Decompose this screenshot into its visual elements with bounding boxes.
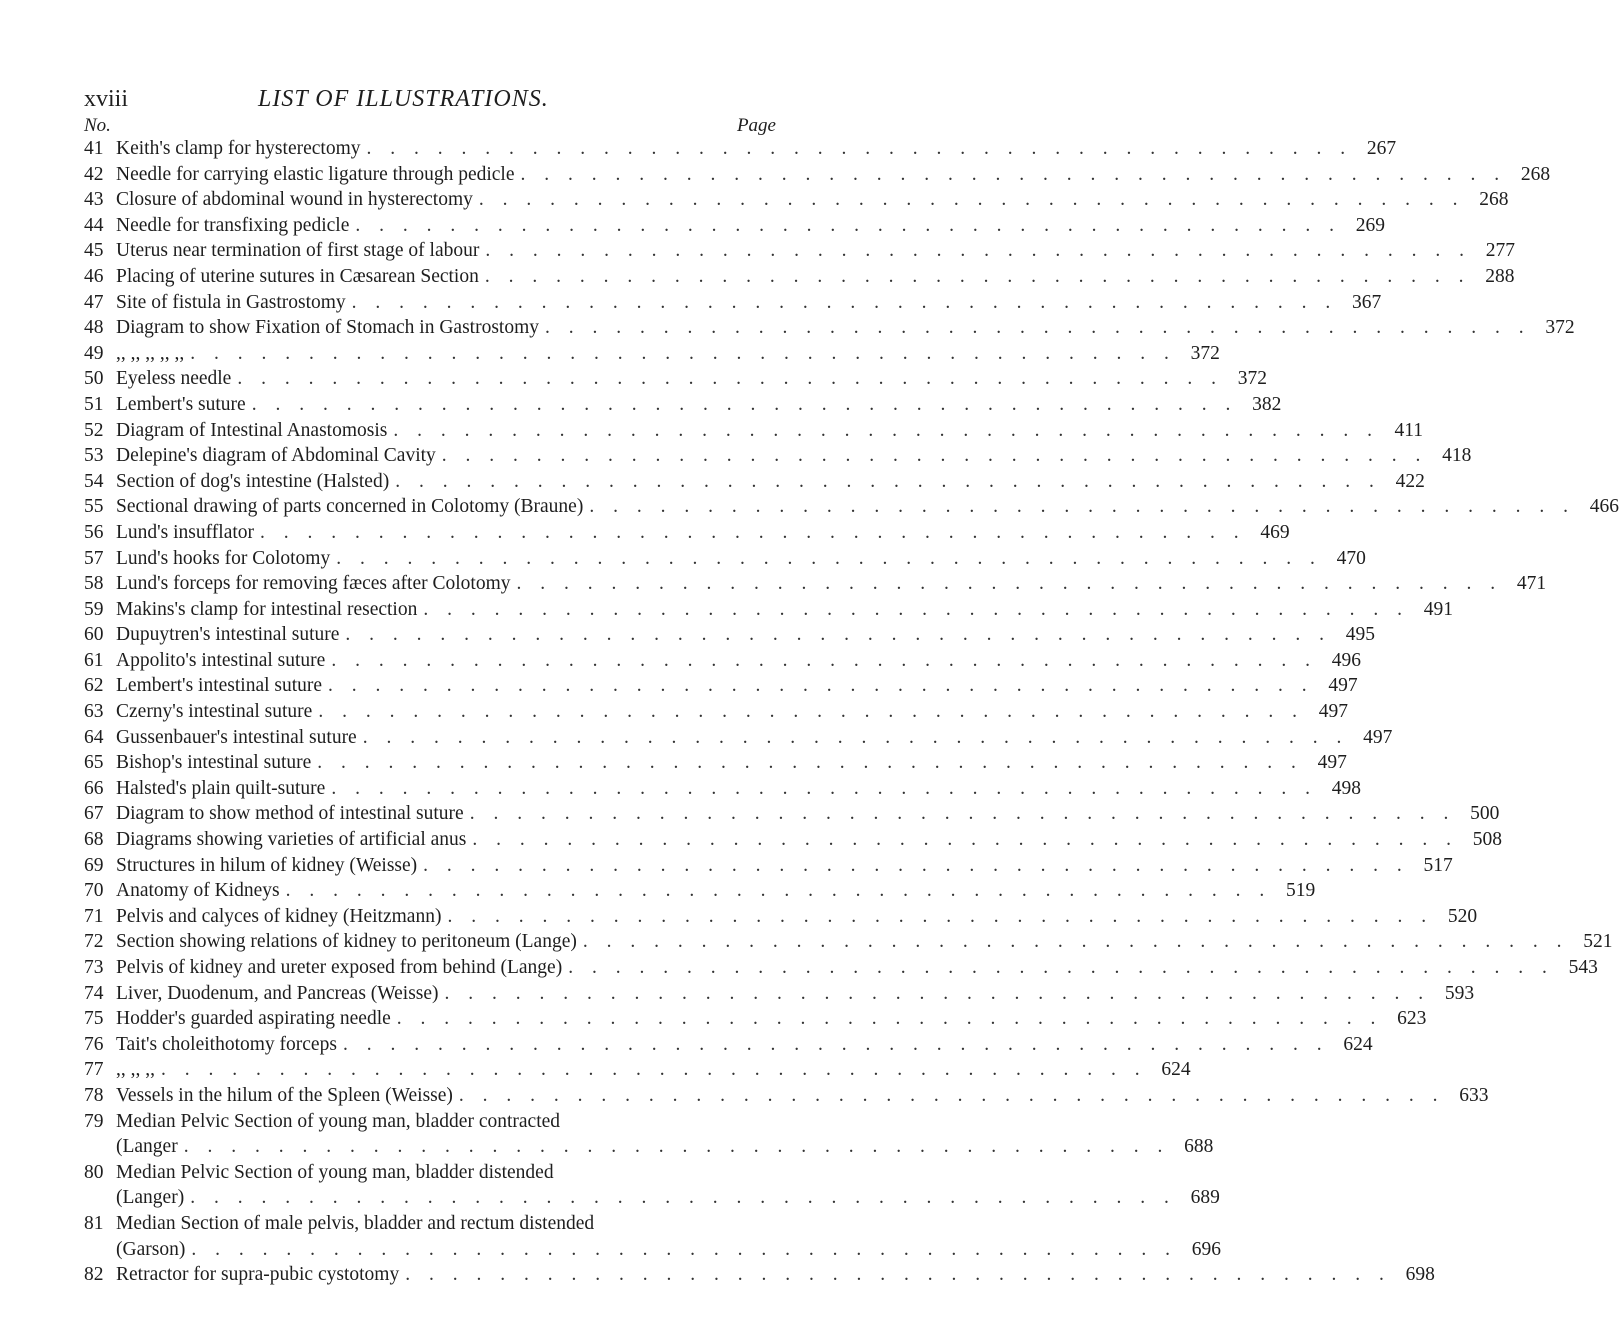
list-item [84,163,1551,190]
entry-page: 623 [1397,1008,1427,1030]
leader-dots: . . . . . . . . . . . . . . . . . . . . . . . . . . . . . . . . . . . . . . . . . . [582,931,1569,953]
list-item [84,649,1361,676]
entry-title: Keith's clamp for hysterectomy [116,138,361,159]
list-item [84,701,1348,727]
entry-number: 65 [84,752,104,774]
leader-dots: . . . . . . . . . . . . . . . . . . . . . . . . . . . . . . . . . . . . . . . . . . [336,547,1322,569]
leader-dots: . . . . . . . . . . . . . . . . . . . . . . . . . . . . . . . . . . . . . . . . . . [405,1264,1391,1286]
entry-page: 497 [1328,675,1358,697]
leader-dots: . . . . . . . . . . . . . . . . . . . . . . . . . . . . . . . . . . . . . . . . . . [366,138,1353,159]
list-item-continuation [84,1238,1221,1265]
entry-number: 44 [84,214,104,236]
list-item [84,189,1509,215]
entry-number: 42 [84,163,104,185]
entry-number: 63 [84,701,104,723]
entry-title: Halsted's plain quilt-suture [116,777,326,799]
entry-number: 47 [84,291,104,313]
entry-number: 82 [84,1264,104,1286]
entry-number: 58 [84,573,104,595]
column-header-page: Page [736,115,776,136]
entry-title: Hodder's guarded aspirating needle [116,1008,391,1030]
entry-page: 633 [1459,1084,1489,1106]
leader-dots: . . . . . . . . . . . . . . . . . . . . . . . . . . . . . . . . . . . . . . . . . . [516,573,1503,595]
list-item [84,419,1423,446]
entry-page: 689 [1190,1187,1220,1209]
entry-number: 60 [84,624,104,646]
entry-title: Czerny's intestinal suture [116,701,313,723]
list-item [84,777,1361,804]
entry-page: 498 [1331,777,1361,799]
entry-number: 66 [84,777,104,799]
entry-page: 497 [1317,752,1347,774]
leader-dots: . . . . . . . . . . . . . . . . . . . . . . . . . . . . . . . . . . . . . . . . . . [458,1084,1445,1106]
entry-title-continuation: (Garson) [116,1238,186,1260]
entry-page: 698 [1405,1264,1435,1286]
entry-page: 696 [1191,1238,1221,1260]
entry-page: 624 [1161,1059,1191,1081]
entry-page: 688 [1184,1136,1214,1158]
list-item [84,829,1502,855]
entry-title: Lembert's intestinal suture [116,675,323,697]
leader-dots: . . . . . . . . . . . . . . . . . . . . . . . . . . . . . . . . . . . . . . . . . . [190,342,1176,364]
entry-title: Liver, Duodenum, and Pancreas (Weisse) [116,982,439,1004]
entry-title: Lund's hooks for Colotomy [116,547,331,569]
entry-page: 268 [1520,163,1551,185]
list-item [84,342,1220,369]
leader-dots: . . . . . . . . . . . . . . . . . . . . . . . . . . . . . . . . . . . . . . . . . . [183,1136,1170,1158]
list-item [84,1264,1435,1290]
entry-page: 372 [1190,342,1220,364]
list-item [84,624,1376,650]
entry-title: Uterus near termination of first stage of labour [116,240,480,262]
entry-page: 269 [1355,214,1385,236]
leader-dots: . . . . . . . . . . . . . . . . . . . . . . . . . . . . . . . . . . . . . . . . . . [331,649,1317,671]
leader-dots: . . . . . . . . . . . . . . . . . . . . . . . . . . . . . . . . . . . . . . . . . . [190,1187,1176,1209]
leader-dots: . . . . . . . . . . . . . . . . . . . . . . . . . . . . . . . . . . . . . . . . . . [260,521,1246,543]
entry-number: 75 [84,1008,104,1030]
entry-number: 69 [84,854,104,876]
entry-page: 422 [1395,470,1425,492]
list-item [84,317,1575,343]
entry-title: Gussenbauer's intestinal suture [116,726,357,748]
leader-dots: . . . . . . . . . . . . . . . . . . . . . . . . . . . . . . . . . . . . . . . . . . [472,829,1458,851]
leader-dots: . . . . . . . . . . . . . . . . . . . . . . . . . . . . . . . . . . . . . . . . . . [545,317,1531,339]
entry-number: 68 [84,829,104,851]
leader-dots: . . . . . . . . . . . . . . . . . . . . . . . . . . . . . . . . . . . . . . . . . . [568,957,1554,978]
leader-dots: . . . . . . . . . . . . . . . . . . . . . . . . . . . . . . . . . . . . . . . . . . [318,701,1304,723]
entry-page: 624 [1343,1033,1373,1055]
entry-title: Lund's insufflator [116,521,255,543]
entry-page: 508 [1472,829,1502,851]
leader-dots: . . . . . . . . . . . . . . . . . . . . . . . . . . . . . . . . . . . . . . . . . . [161,1059,1147,1081]
entry-number: 50 [84,368,104,390]
list-item [84,598,1453,625]
list-item [84,291,1382,318]
list-item [84,1008,1427,1034]
entry-page: 593 [1444,982,1475,1004]
list-item [84,445,1472,471]
entry-title: Anatomy of Kidneys [116,880,280,902]
leader-dots: . . . . . . . . . . . . . . . . . . . . . . . . . . . . . . . . . . . . . . . . . . [237,368,1223,390]
list-item [84,803,1500,829]
list-item [84,470,1425,497]
entry-title: Appolito's intestinal suture [116,649,326,671]
entry-number: 45 [84,240,104,262]
entry-number: 81 [84,1212,104,1234]
leader-dots: . . . . . . . . . . . . . . . . . . . . . . . . . . . . . . . . . . . . . . . . . . [520,163,1507,185]
leader-dots: . . . . . . . . . . . . . . . . . . . . . . . . . . . . . . . . . . . . . . . . . . [396,1008,1383,1030]
entry-number: 52 [84,419,104,441]
leader-dots: . . . . . . . . . . . . . . . . . . . . . . . . . . . . . . . . . . . . . . . . . . [485,240,1471,262]
entry-title: ,, ,, ,, ,, ,, [116,342,185,364]
entry-page: 372 [1545,317,1575,339]
leader-dots: . . . . . . . . . . . . . . . . . . . . . . . . . . . . . . . . . . . . . . . . . . [362,726,1349,748]
leader-dots: . . . . . . . . . . . . . . . . . . . . . . . . . . . . . . . . . . . . . . . . . . [251,393,1238,415]
leader-dots: . . . . . . . . . . . . . . . . . . . . . . . . . . . . . . . . . . . . . . . . . . [285,880,1272,902]
leader-dots: . . . . . . . . . . . . . . . . . . . . . . . . . . . . . . . . . . . . . . . . . . [328,675,1314,697]
entry-number: 51 [84,393,104,415]
list-item [84,675,1358,701]
entry-number: 76 [84,1033,104,1055]
entry-title: Section showing relations of kidney to peritoneum (Lange) [116,931,577,953]
entry-number: 74 [84,982,104,1004]
list-item [84,752,1347,778]
entry-title: Median Section of male pelvis, bladder and rectum distended [116,1212,595,1234]
entry-number: 49 [84,342,104,364]
entry-title: Diagram to show Fixation of Stomach in Gastrostomy [116,317,540,339]
list-item [84,1111,776,1137]
entry-title: Tait's choleithotomy forceps [116,1033,337,1055]
entry-page: 267 [1366,138,1397,159]
entry-number: 80 [84,1161,104,1183]
entry-title: Dupuytren's intestinal suture [116,624,340,646]
entry-page: 418 [1442,445,1472,467]
leader-dots: . . . . . . . . . . . . . . . . . . . . . . . . . . . . . . . . . . . . . . . . . . [444,982,1431,1004]
entry-page: 466 [1589,496,1619,518]
list-item-continuation [84,1136,1214,1162]
entry-number: 57 [84,547,104,569]
list-item [84,1213,776,1239]
page-title: LIST OF ILLUSTRATIONS. [258,86,549,112]
entry-title: Diagrams showing varieties of artificial anus [116,829,467,851]
entry-title: Pelvis and calyces of kidney (Heitzmann) [116,905,442,927]
entry-title: Closure of abdominal wound in hysterectomy [116,189,473,211]
leader-dots: . . . . . . . . . . . . . . . . . . . . . . . . . . . . . . . . . . . . . . . . . . [469,803,1456,825]
entry-number: 61 [84,649,104,671]
entry-number: 73 [84,957,104,978]
entry-title: Lembert's suture [116,393,246,415]
entry-number: 67 [84,803,104,825]
list-item [84,240,1515,266]
entry-page: 543 [1568,957,1598,978]
leader-dots: . . . . . . . . . . . . . . . . . . . . . . . . . . . . . . . . . . . . . . . . . . [478,189,1465,211]
page-header [84,86,774,118]
entry-title-continuation: (Langer [116,1136,178,1158]
entry-number: 56 [84,521,104,543]
entry-number: 54 [84,470,104,492]
entry-title: Placing of uterine sutures in Cæsarean Section [116,265,479,287]
entry-title: Median Pelvic Section of young man, bladder contracted [116,1110,561,1132]
entry-page: 469 [1260,521,1290,543]
entry-page: 382 [1252,393,1282,415]
list-item [84,1084,1489,1111]
entry-title: Retractor for supra-pubic cystotomy [116,1264,400,1286]
entry-title: Needle for transfixing pedicle [116,214,350,236]
entry-number: 77 [84,1059,104,1081]
leader-dots: . . . . . . . . . . . . . . . . . . . . . . . . . . . . . . . . . . . . . . . . . . [355,214,1341,236]
leader-dots: . . . . . . . . . . . . . . . . . . . . . . . . . . . . . . . . . . . . . . . . . . [191,1238,1177,1260]
illustration-list [84,138,1619,1290]
list-item [84,265,1515,292]
list-item [84,982,1475,1009]
list-item-continuation [84,1187,1220,1213]
leader-dots: . . . . . . . . . . . . . . . . . . . . . . . . . . . . . . . . . . . . . . . . . . [393,419,1379,441]
list-item [84,1059,1191,1085]
list-item [84,393,1282,420]
entry-title: Makins's clamp for intestinal resection [116,598,418,620]
entry-number: 79 [84,1110,104,1132]
entry-number: 43 [84,189,104,211]
entry-title: Sectional drawing of parts concerned in Colotomy (Braune) [116,496,584,518]
entry-number: 41 [84,138,104,159]
entry-title: ,, ,, ,, [116,1059,155,1081]
entry-number: 55 [84,496,104,518]
list-item [84,726,1393,753]
entry-page: 471 [1516,573,1547,595]
entry-title: Delepine's diagram of Abdominal Cavity [116,445,436,467]
entry-title: Lund's forceps for removing fæces after Colotomy [116,573,511,595]
leader-dots: . . . . . . . . . . . . . . . . . . . . . . . . . . . . . . . . . . . . . . . . . . [317,752,1303,774]
list-item [84,957,1598,983]
entry-page: 372 [1237,368,1267,390]
entry-title: Diagram of Intestinal Anastomosis [116,419,388,441]
entry-page: 521 [1583,931,1613,953]
list-item [84,496,1619,522]
entry-page: 519 [1285,880,1316,902]
list-item [84,214,1385,241]
entry-title: Vessels in the hilum of the Spleen (Weisse) [116,1084,453,1106]
entry-page: 491 [1423,598,1453,620]
leader-dots: . . . . . . . . . . . . . . . . . . . . . . . . . . . . . . . . . . . . . . . . . . [423,854,1409,876]
entry-title: Diagram to show method of intestinal suture [116,803,464,825]
list-item [84,547,1366,574]
entry-number: 64 [84,726,104,748]
entry-page: 497 [1363,726,1393,748]
leader-dots: . . . . . . . . . . . . . . . . . . . . . . . . . . . . . . . . . . . . . . . . . . [331,777,1317,799]
leader-dots: . . . . . . . . . . . . . . . . . . . . . . . . . . . . . . . . . . . . . . . . . . [589,496,1575,518]
entry-number: 70 [84,880,104,902]
entry-page: 517 [1423,854,1453,876]
entry-page: 470 [1336,547,1366,569]
entry-number: 78 [84,1084,104,1106]
entry-title: Bishop's intestinal suture [116,752,312,774]
list-item [84,931,1613,957]
column-headers [84,115,776,137]
list-item [84,1162,776,1188]
entry-title: Site of fistula in Gastrostomy [116,291,346,313]
entry-number: 48 [84,317,104,339]
list-item [84,521,1290,548]
leader-dots: . . . . . . . . . . . . . . . . . . . . . . . . . . . . . . . . . . . . . . . . . . [447,905,1434,927]
entry-title: Needle for carrying elastic ligature through pedicle [116,163,515,185]
leader-dots: . . . . . . . . . . . . . . . . . . . . . . . . . . . . . . . . . . . . . . . . . . [342,1033,1329,1055]
entry-number: 71 [84,905,104,927]
page-number: xviii [84,86,129,112]
entry-page: 288 [1485,265,1515,287]
entry-page: 500 [1470,803,1500,825]
list-item [84,573,1547,599]
entry-number: 46 [84,265,104,287]
entry-title: Section of dog's intestine (Halsted) [116,470,390,492]
column-header-no: No. [84,115,111,136]
entry-title: Median Pelvic Section of young man, bladder distended [116,1161,554,1183]
list-item [84,1033,1373,1060]
list-item [84,854,1453,881]
list-item [84,368,1267,394]
entry-title: Pelvis of kidney and ureter exposed from behind (Lange) [116,957,563,978]
entry-title: Structures in hilum of kidney (Weisse) [116,854,418,876]
entry-page: 277 [1485,240,1515,262]
entry-number: 59 [84,598,104,620]
entry-number: 62 [84,675,104,697]
leader-dots: . . . . . . . . . . . . . . . . . . . . . . . . . . . . . . . . . . . . . . . . . . [441,445,1428,467]
entry-title: Eyeless needle [116,368,232,390]
entry-page: 495 [1345,624,1376,646]
entry-page: 268 [1479,189,1509,211]
entry-page: 411 [1394,419,1423,441]
leader-dots: . . . . . . . . . . . . . . . . . . . . . . . . . . . . . . . . . . . . . . . . . . [351,291,1338,313]
leader-dots: . . . . . . . . . . . . . . . . . . . . . . . . . . . . . . . . . . . . . . . . . . [423,598,1409,620]
entry-title-continuation: (Langer) [116,1187,185,1209]
list-item [84,138,1397,164]
list-item [84,880,1316,906]
entry-number: 53 [84,445,104,467]
leader-dots: . . . . . . . . . . . . . . . . . . . . . . . . . . . . . . . . . . . . . . . . . . [484,265,1471,287]
entry-page: 367 [1352,291,1382,313]
leader-dots: . . . . . . . . . . . . . . . . . . . . . . . . . . . . . . . . . . . . . . . . . . [395,470,1381,492]
list-item [84,905,1478,932]
leader-dots: . . . . . . . . . . . . . . . . . . . . . . . . . . . . . . . . . . . . . . . . . . [345,624,1332,646]
entry-number: 72 [84,931,104,953]
entry-page: 497 [1318,701,1348,723]
entry-page: 520 [1447,905,1478,927]
entry-page: 496 [1331,649,1361,671]
